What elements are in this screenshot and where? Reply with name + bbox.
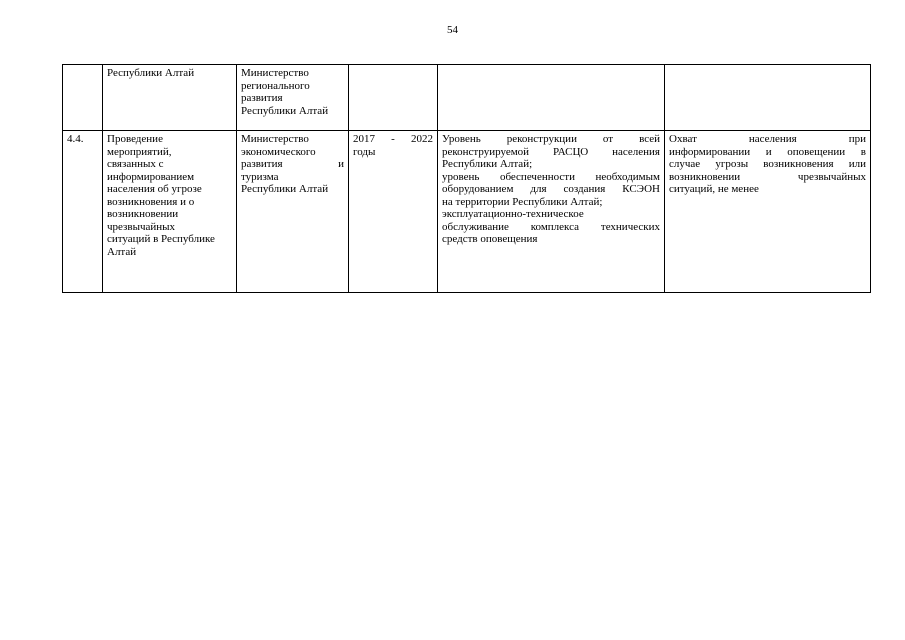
result-line: информировании и оповещении в — [669, 145, 866, 158]
result-line: ситуаций, не менее — [669, 183, 759, 195]
cell-measure-name — [103, 65, 237, 131]
period-line: 2017 - 2022 — [353, 133, 433, 145]
result-line: случае угрозы возникновения или — [669, 158, 866, 170]
indicator-line: уровень обеспеченности необходимым — [442, 170, 660, 183]
indicator-line: оборудованием для создания КСЭОН — [442, 183, 660, 195]
executor-line: Министерство — [241, 67, 309, 79]
indicator-line: Уровень реконструкции от всей — [442, 133, 660, 145]
measure-name-line: Проведение — [107, 133, 163, 145]
measure-name-line: населения об угрозе — [107, 183, 202, 195]
period-line: годы — [353, 145, 376, 158]
cell-executor — [237, 65, 349, 131]
executor-line: туризма — [241, 170, 279, 183]
indicator-line: Республики Алтай; — [442, 158, 533, 170]
cell-number: 4.4. — [63, 131, 103, 293]
executor-line: развития — [241, 92, 283, 104]
cell-indicator — [438, 131, 665, 293]
measure-name-line: информированием — [107, 170, 195, 183]
measures-table — [62, 64, 871, 293]
measure-name-line: мероприятий, — [107, 145, 172, 158]
measure-name-line: чрезвычайных — [107, 220, 176, 233]
executor-line: регионального — [241, 79, 310, 92]
indicator-line: средств оповещения — [442, 233, 538, 245]
executor-line: Республики Алтай — [241, 183, 329, 195]
measure-name-line: возникновении — [107, 208, 179, 220]
measure-name-line: возникновения и о — [107, 195, 195, 208]
cell-result — [665, 131, 871, 293]
cell-result — [665, 65, 871, 131]
result-line: Охват населения при — [669, 133, 866, 145]
cell-period — [349, 131, 438, 293]
page-number: 54 — [447, 24, 458, 36]
measure-name-line: Республики Алтай — [107, 67, 195, 79]
table-row — [63, 65, 871, 131]
cell-indicator — [438, 65, 665, 131]
indicator-line: обслуживание комплекса технических — [442, 220, 660, 233]
cell-measure-name — [103, 131, 237, 293]
cell-executor — [237, 131, 349, 293]
measure-name-line: ситуаций в Республике — [107, 233, 215, 245]
indicator-line: на территории Республики Алтай; — [442, 195, 603, 208]
indicator-line: эксплуатационно-техническое — [442, 208, 584, 220]
cell-number — [63, 65, 103, 131]
executor-line: экономического — [241, 145, 316, 158]
executor-line: Республики Алтай — [241, 104, 329, 117]
table-row — [63, 131, 871, 293]
measure-name-line: связанных с — [107, 158, 164, 170]
result-line: возникновении чрезвычайных — [669, 170, 866, 183]
executor-line: Министерство — [241, 133, 309, 145]
cell-period — [349, 65, 438, 131]
indicator-line: реконструируемой РАСЦО населения — [442, 145, 660, 158]
executor-line: развития и — [241, 158, 344, 170]
measure-name-line: Алтай — [107, 245, 137, 258]
